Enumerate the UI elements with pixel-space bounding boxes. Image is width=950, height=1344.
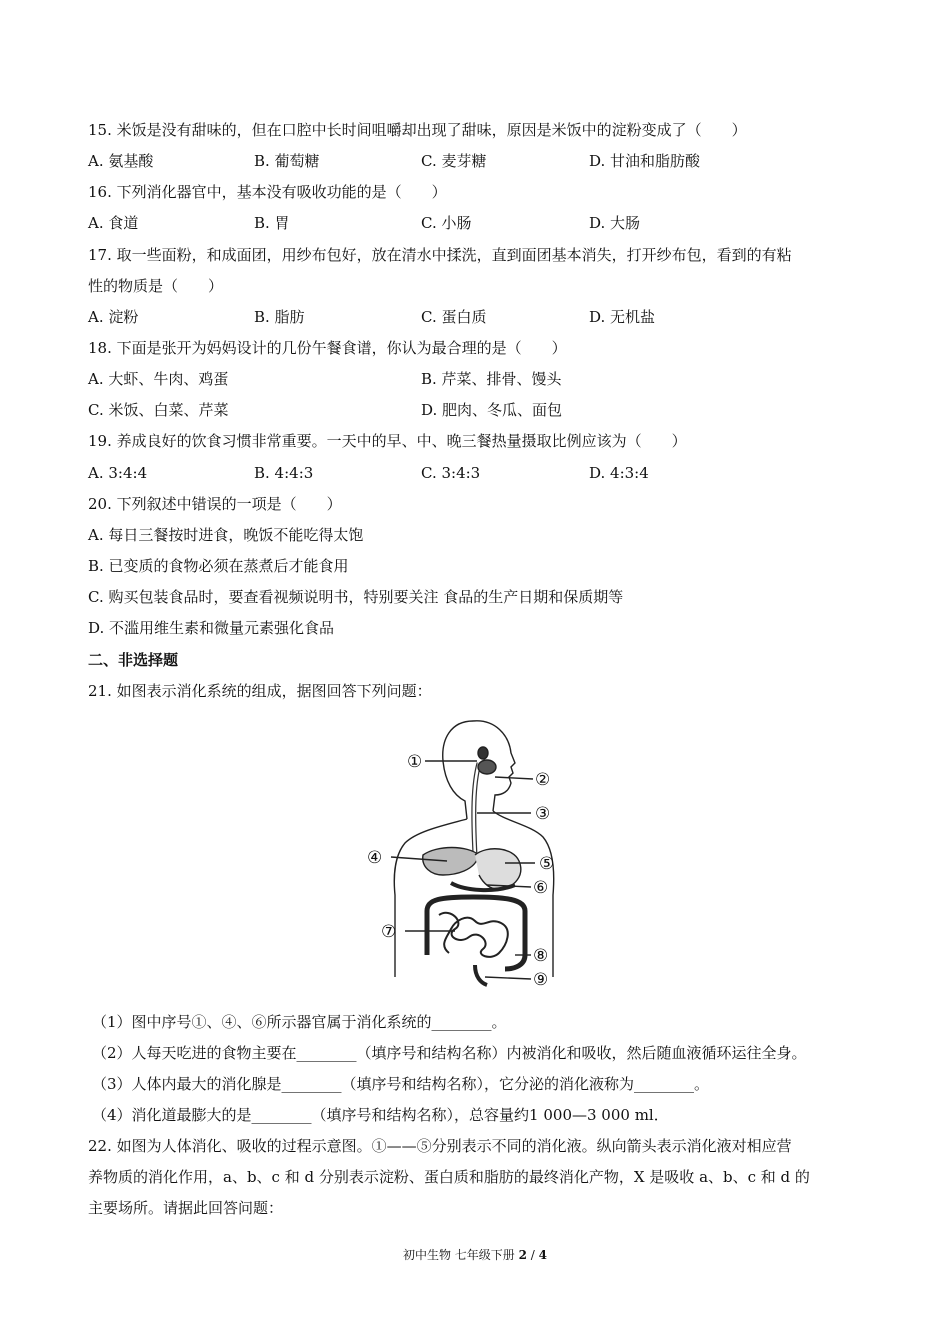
q21-sub-3: （3）人体内最大的消化腺是________（填序号和结构名称），它分泌的消化液称为________。 — [92, 1075, 710, 1093]
q18-option-d: D. 肥肉、冬瓜、面包 — [421, 401, 563, 419]
q15-stem: 15. 米饭是没有甜味的，但在口腔中长时间咀嚼却出现了甜味，原因是米饭中的淀粉变成了（ ） — [88, 121, 747, 139]
leader-9 — [485, 977, 531, 979]
oral-cavity — [478, 760, 496, 774]
q16-option-a: A. 食道 — [88, 214, 139, 232]
q22-line3: 主要场所。请据此回答问题： — [88, 1199, 284, 1217]
q15-option-c: C. 麦芽糖 — [421, 152, 487, 170]
q22-line2: 养物质的消化作用，a、b、c 和 d 分别表示淀粉、蛋白质和脂肪的最终消化产物，X 是吸收 a、b、c 和 d 的 — [88, 1168, 810, 1186]
q21-stem: 21. 如图表示消化系统的组成，据图回答下列问题： — [88, 682, 432, 700]
figure-label-5: ⑤ — [539, 854, 555, 874]
liver — [423, 848, 479, 876]
q18-option-a: A. 大虾、牛肉、鸡蛋 — [88, 370, 229, 388]
q20-option-c: C. 购买包装食品时，要查看视频说明书，特别要关注 食品的生产日期和保质期等 — [88, 588, 624, 606]
q17-option-b: B. 脂肪 — [254, 308, 305, 326]
q22-line1: 22. 如图为人体消化、吸收的过程示意图。①——⑤分别表示不同的消化液。纵向箭头表示消化液对相应营 — [88, 1137, 792, 1155]
leader-2 — [495, 777, 533, 779]
footer-label: 初中生物 七年级下册 — [402, 1248, 519, 1262]
q20-option-a: A. 每日三餐按时进食，晚饭不能吃得太饱 — [88, 526, 364, 544]
figure-label-7: ⑦ — [381, 922, 397, 942]
q19-option-a: A. 3:4:4 — [88, 464, 148, 482]
q18-option-b: B. 芹菜、排骨、馒头 — [421, 370, 562, 388]
q15-option-d: D. 甘油和脂肪酸 — [589, 152, 701, 170]
digestive-system-figure — [355, 715, 595, 995]
footer-page-total: 4 — [538, 1248, 548, 1262]
page-footer — [0, 1246, 950, 1263]
section-title: 二、非选择题 — [88, 651, 179, 669]
head-outline — [443, 721, 473, 819]
small-intestine — [439, 913, 508, 957]
q16-option-b: B. 胃 — [254, 214, 290, 232]
q17-stem-line1: 17. 取一些面粉，和成面团，用纱布包好，放在清水中揉洗，直到面团基本消失，打开纱布包，看到的有粘 — [88, 246, 792, 264]
footer-page-number: 2 — [518, 1248, 527, 1262]
figure-label-9: ⑨ — [533, 970, 549, 990]
figure-label-3: ③ — [535, 804, 551, 824]
q21-sub-2: （2）人每天吃进的食物主要在________（填序号和结构名称）内被消化和吸收，然后随血液循环运往全身。 — [92, 1044, 807, 1062]
q17-option-c: C. 蛋白质 — [421, 308, 487, 326]
q20-option-b: B. 已变质的食物必须在蒸煮后才能食用 — [88, 557, 349, 575]
q15-option-a: A. 氨基酸 — [88, 152, 154, 170]
q16-option-c: C. 小肠 — [421, 214, 472, 232]
figure-label-6: ⑥ — [533, 878, 549, 898]
stomach — [475, 849, 521, 890]
q19-option-b: B. 4:4:3 — [254, 464, 314, 482]
q19-stem: 19. 养成良好的饮食习惯非常重要。一天中的早、中、晚三餐热量摄取比例应该为（ ） — [88, 432, 687, 450]
figure-label-1: ① — [407, 752, 423, 772]
q19-option-d: D. 4:3:4 — [589, 464, 649, 482]
salivary-gland — [478, 747, 488, 759]
footer-separator: / — [526, 1248, 539, 1262]
q21-sub-4: （4）消化道最膨大的是________（填序号和结构名称），总容量约1 000—3 000 ml． — [92, 1106, 669, 1124]
q19-option-c: C. 3:4:3 — [421, 464, 481, 482]
q20-stem: 20. 下列叙述中错误的一项是（ ） — [88, 495, 342, 513]
q18-option-c: C. 米饭、白菜、芹菜 — [88, 401, 229, 419]
large-intestine — [427, 897, 525, 969]
q21-sub-1: （1）图中序号①、④、⑥所示器官属于消化系统的________。 — [92, 1013, 507, 1031]
figure-label-8: ⑧ — [533, 946, 549, 966]
rectum — [475, 965, 487, 985]
q17-stem-line2: 性的物质是（ ） — [88, 277, 224, 295]
figure-label-4: ④ — [367, 848, 383, 868]
q18-stem: 18. 下面是张开为妈妈设计的几份午餐食谱，你认为最合理的是（ ） — [88, 339, 567, 357]
q15-option-b: B. 葡萄糖 — [254, 152, 320, 170]
q20-option-d: D. 不滥用维生素和微量元素强化食品 — [88, 619, 335, 637]
q17-option-d: D. 无机盐 — [589, 308, 656, 326]
q17-option-a: A. 淀粉 — [88, 308, 139, 326]
q16-stem: 16. 下列消化器官中，基本没有吸收功能的是（ ） — [88, 183, 447, 201]
figure-label-2: ② — [535, 770, 551, 790]
q16-option-d: D. 大肠 — [589, 214, 641, 232]
